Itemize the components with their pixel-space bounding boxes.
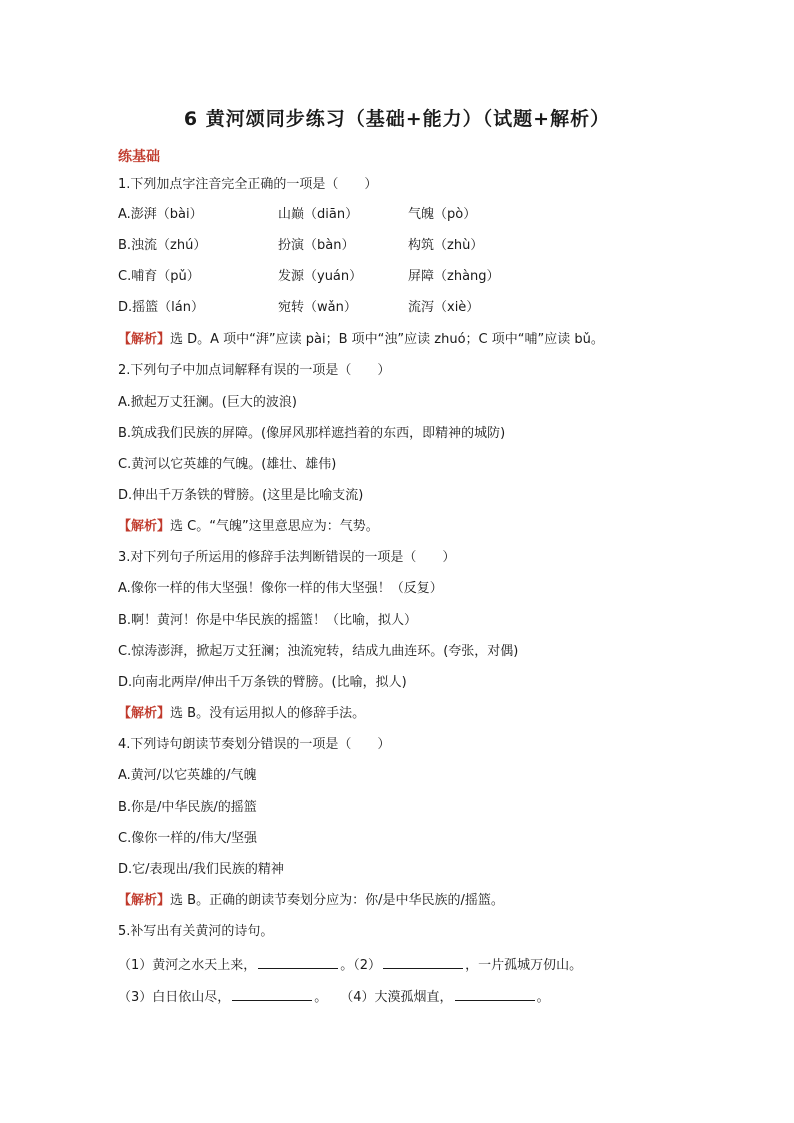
q1-option-a-1: A.澎湃（bài） (118, 207, 203, 222)
q4-option-d: D.它/表现出/我们民族的精神 (118, 862, 284, 877)
analysis-text: 选 C。“气魄”这里意思应为：气势。 (170, 519, 379, 534)
q1-option-b-1: B.浊流（zhú） (118, 238, 207, 253)
question-1-stem: 1.下列加点字注音完全正确的一项是（ ） (118, 177, 378, 192)
q2-option-b: B.筑成我们民族的屏障。(像屏风那样遮挡着的东西，即精神的城防) (118, 426, 506, 441)
question-2-stem: 2.下列句子中加点词解释有误的一项是（ ） (118, 363, 391, 378)
analysis-text: 选 B。正确的朗读节奏划分应为：你/是中华民族的/摇篮。 (170, 893, 504, 908)
q3-option-b: B.啊！黄河！你是中华民族的摇篮！（比喻，拟人） (118, 613, 418, 628)
q5-4-blank[interactable] (455, 988, 535, 1001)
q3-option-d: D.向南北两岸/伸出千万条铁的臂膀。(比喻，拟人) (118, 675, 407, 690)
page-title: 6 黄河颂同步练习（基础+能力）（试题+解析） (183, 108, 611, 130)
q5-line-1 (118, 956, 582, 975)
q1-option-c-1: C.哺育（pǔ） (118, 269, 200, 284)
q2-option-d: D.伸出千万条铁的臂膀。(这里是比喻支流) (118, 488, 364, 503)
q1-option-b-2: 扮演（bàn） (278, 238, 355, 253)
q4-analysis (118, 892, 504, 910)
q5-4-text: 。 (536, 990, 550, 1005)
q5-2-blank[interactable] (383, 956, 463, 969)
section-heading: 练基础 (118, 149, 160, 165)
q2-option-a: A.掀起万丈狂澜。(巨大的波浪) (118, 395, 297, 410)
q5-line-2 (118, 988, 550, 1007)
question-5-stem: 5.补写出有关黄河的诗句。 (118, 924, 274, 939)
q1-option-b-3: 构筑（zhù） (408, 238, 484, 253)
q3-option-c: C.惊涛澎湃，掀起万丈狂澜；浊流宛转，结成九曲连环。(夸张，对偶) (118, 644, 519, 659)
q1-option-d-1: D.摇篮（lán） (118, 300, 204, 315)
q1-option-c-2: 发源（yuán） (278, 269, 363, 284)
q2-analysis (118, 518, 379, 536)
q5-3-mid: 。 （4）大漠孤烟直， (314, 990, 453, 1005)
q1-option-d-3: 流泻（xiè） (408, 300, 480, 315)
q2-option-c: C.黄河以它英雄的气魄。(雄壮、雄伟) (118, 457, 337, 472)
q5-3-blank[interactable] (232, 988, 312, 1001)
q5-2-text: ，一片孤城万仞山。 (465, 958, 583, 973)
q3-option-a: A.像你一样的伟大坚强！像你一样的伟大坚强！（反复） (118, 581, 443, 596)
q5-1-mid: 。（2） (340, 958, 382, 973)
analysis-text: 选 B。没有运用拟人的修辞手法。 (170, 706, 366, 721)
question-4-stem: 4.下列诗句朗读节奏划分错误的一项是（ ） (118, 737, 391, 752)
q4-option-a: A.黄河/以它英雄的/气魄 (118, 768, 257, 783)
q1-option-a-3: 气魄（pò） (408, 207, 477, 222)
q4-option-c: C.像你一样的/伟大/坚强 (118, 831, 257, 846)
q5-1-blank[interactable] (258, 956, 338, 969)
analysis-tag: 【解析】 (118, 893, 171, 908)
q1-option-a-2: 山巅（diān） (278, 207, 359, 222)
q4-option-b: B.你是/中华民族/的摇篮 (118, 800, 257, 815)
q1-analysis (118, 331, 604, 349)
question-3-stem: 3.对下列句子所运用的修辞手法判断错误的一项是（ ） (118, 550, 456, 565)
q3-analysis (118, 705, 365, 723)
q5-3-text: （3）白日依山尽， (118, 990, 231, 1005)
q1-option-d-2: 宛转（wǎn） (278, 300, 357, 315)
analysis-tag: 【解析】 (118, 706, 171, 721)
analysis-tag: 【解析】 (118, 332, 171, 347)
q5-1-text: （1）黄河之水天上来， (118, 958, 257, 973)
analysis-tag: 【解析】 (118, 519, 171, 534)
analysis-text: 选 D。A 项中“湃”应读 pài；B 项中“浊”应读 zhuó；C 项中“哺”应读 bǔ。 (170, 332, 604, 347)
q1-option-c-3: 屏障（zhàng） (408, 269, 500, 284)
